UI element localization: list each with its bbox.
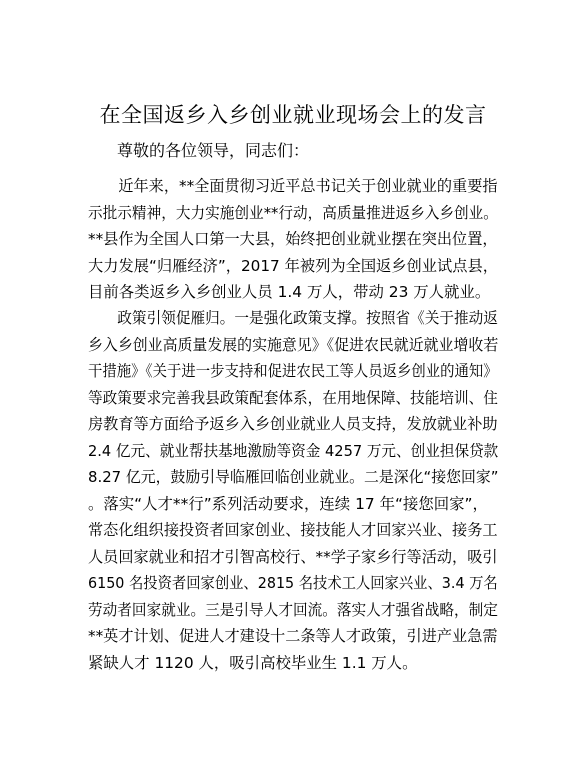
- document-title: 在全国返乡入乡创业就业现场会上的发言: [99, 103, 487, 127]
- paragraph-line: 紧缺人才 1120 人，吸引高校毕业生 1.1 万人。: [88, 653, 418, 672]
- paragraph-line: 等政策要求完善我县政策配套体系，在用地保障、技能培训、住: [88, 388, 498, 407]
- salutation: 尊敬的各位领导，同志们：: [117, 141, 310, 160]
- paragraph-line: 6150 名投资者回家创业、2815 名技术工人回家兴业、3.4 万名: [88, 574, 498, 592]
- paragraph-line: 2.4 亿元、就业帮扶基地激励等资金 4257 万元、创业担保贷款: [88, 441, 499, 460]
- paragraph-line: 8.27 亿元，鼓励引导临雁回临创业就业。二是深化“接您回家”: [88, 468, 499, 486]
- paragraph-line: 干措施》《关于进一步支持和促进农民工等人员返乡创业的通知》: [88, 362, 498, 380]
- paragraph-line: 近年来，**全面贯彻习近平总书记关于创业就业的重要指: [88, 177, 498, 195]
- paragraph-intro: [88, 173, 498, 306]
- paragraph-line: 常态化组织接投资者回家创业、接技能人才回家兴业、接务工: [88, 521, 498, 539]
- paragraph-policy: [88, 305, 498, 676]
- paragraph-line: 示批示精神，大力实施创业**行动，高质量推进返乡入乡创业。: [88, 203, 498, 222]
- paragraph-line: **县作为全国人口第一大县，始终把创业就业摆在突出位置，: [88, 230, 498, 248]
- paragraph-line: **英才计划、促进人才建设十二条等人才政策，引进产业急需: [88, 627, 498, 645]
- paragraph-line: 人员回家就业和招才引智高校行、**学子家乡行等活动，吸引: [88, 547, 498, 566]
- paragraph-line: 目前各类返乡入乡创业人员 1.4 万人，带动 23 万人就业。: [88, 283, 491, 301]
- paragraph-line: 房教育等方面给予返乡入乡创业就业人员支持，发放就业补助: [88, 415, 498, 433]
- paragraph-line: 。落实“人才**行”系列活动要求，连续 17 年“接您回家”，: [88, 494, 488, 513]
- paragraph-line: 政策引领促雁归。一是强化政策支撑。按照省《关于推动返: [88, 309, 498, 327]
- paragraph-line: 劳动者回家就业。三是引导人才回流。落实人才强省战略，制定: [88, 600, 498, 619]
- paragraph-line: 大力发展“归雁经济”，2017 年被列为全国返乡创业试点县，: [88, 256, 498, 275]
- paragraph-line: 乡入乡创业高质量发展的实施意见》《促进农民就近就业增收若: [88, 335, 499, 354]
